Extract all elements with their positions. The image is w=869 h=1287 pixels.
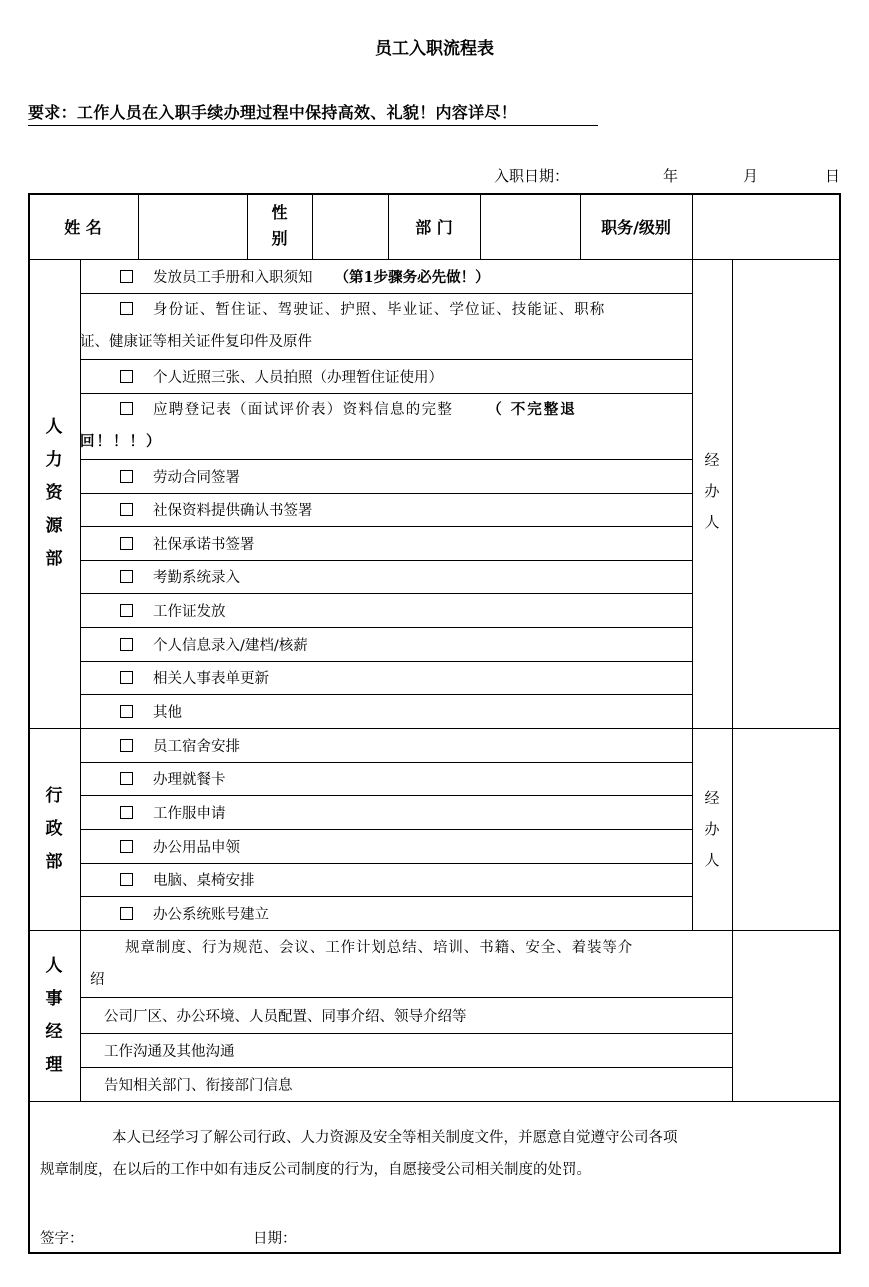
item-note: （第1步骤务必先做！）: [334, 268, 490, 286]
item-text: 个人近照三张、人员拍照（办理暂住证使用）: [153, 369, 443, 386]
checkbox[interactable]: [120, 806, 133, 819]
item-text: 社保资料提供确认书签署: [153, 503, 313, 519]
item-text: 办公用品申领: [153, 839, 240, 856]
checkbox[interactable]: [120, 302, 133, 315]
item-text: 其他: [153, 704, 182, 721]
checkbox[interactable]: [120, 907, 133, 920]
admin-dept-label: [28, 728, 80, 930]
hr-handler-label: [692, 259, 732, 728]
label-char: 源: [45, 516, 63, 536]
item-text: 办公系统账号建立: [153, 906, 269, 923]
label-char: 人: [704, 513, 720, 531]
item-note: （ 不完整退: [487, 402, 577, 418]
item-text-continued: 证、健康证等相关证件复印件及原件: [80, 334, 312, 350]
item-text: 社保承诺书签署: [153, 536, 255, 553]
item-text: 规章制度、行为规范、会议、工作计划总结、培训、书籍、安全、着装等介: [125, 939, 634, 956]
label-char: 部: [45, 549, 63, 569]
checkbox[interactable]: [120, 370, 133, 383]
checklist-item[interactable]: [80, 661, 692, 694]
label-char: 经: [704, 788, 720, 807]
manager-item: [80, 930, 732, 997]
label-char: 力: [45, 450, 63, 470]
checkbox[interactable]: [120, 671, 133, 684]
item-text: 劳动合同签署: [153, 469, 240, 486]
position-field[interactable]: [693, 194, 839, 259]
checklist-item[interactable]: [80, 762, 692, 795]
name-label: 姓 名: [64, 217, 102, 237]
gender-field[interactable]: [313, 194, 388, 259]
entry-date-year: 年: [663, 167, 679, 185]
manager-signature-field[interactable]: [733, 931, 839, 1101]
label-char: 经: [704, 451, 720, 469]
item-note-continued: 回！！！）: [80, 434, 163, 450]
entry-date-month: 月: [743, 167, 759, 185]
item-text: 工作服申请: [153, 805, 226, 822]
checkbox[interactable]: [120, 503, 133, 516]
hr-dept-label: [28, 259, 80, 728]
entry-date-label: 入职日期：: [494, 167, 570, 185]
checkbox[interactable]: [120, 470, 133, 483]
label-char: 资: [45, 483, 63, 503]
checklist-item[interactable]: [80, 393, 692, 459]
checkbox[interactable]: [120, 772, 133, 785]
item-text: 员工宿舍安排: [153, 738, 240, 755]
checklist-item[interactable]: [80, 459, 692, 493]
checkbox[interactable]: [120, 270, 133, 283]
label-char: 经: [45, 1021, 63, 1042]
checkbox[interactable]: [120, 705, 133, 718]
name-field[interactable]: [139, 194, 247, 259]
checklist-item[interactable]: [80, 293, 692, 359]
item-text: 考勤系统录入: [153, 570, 240, 586]
checkbox[interactable]: [120, 638, 133, 651]
manager-item: 公司厂区、办公环境、人员配置、同事介绍、领导介绍等: [104, 1008, 467, 1025]
table-border-bottom: [28, 1252, 841, 1254]
item-text: 相关人事表单更新: [153, 671, 269, 687]
checklist-item[interactable]: [80, 526, 692, 560]
checkbox[interactable]: [120, 739, 133, 752]
item-text: 发放员工手册和入职须知: [153, 269, 313, 286]
checklist-item[interactable]: [80, 627, 692, 661]
gender-label-1: 性: [271, 203, 288, 222]
item-text: 身份证、暂住证、驾驶证、护照、毕业证、学位证、技能证、职称: [153, 302, 606, 318]
label-char: 办: [704, 482, 720, 500]
table-border-right: [839, 193, 841, 1254]
manager-item: 工作沟通及其他沟通: [104, 1043, 235, 1060]
signature-field[interactable]: [90, 1222, 240, 1248]
checklist-item[interactable]: [80, 493, 692, 526]
position-label: 职务/级别: [601, 217, 671, 237]
statement-line-1: 本人已经学习了解公司行政、人力资源及安全等相关制度文件，并愿意自觉遵守公司各项: [112, 1130, 678, 1146]
label-char: 行: [45, 785, 63, 806]
sign-date-label: 日期：: [253, 1231, 297, 1247]
hr-manager-label: [28, 930, 80, 1101]
divider: [28, 1101, 841, 1102]
checklist-item[interactable]: [80, 694, 692, 728]
checklist-item[interactable]: [80, 359, 692, 393]
checkbox[interactable]: [120, 402, 133, 415]
checkbox[interactable]: [120, 840, 133, 853]
checklist-item[interactable]: [80, 863, 692, 896]
dept-label: 部 门: [415, 217, 453, 237]
item-text: 个人信息录入/建档/核薪: [153, 637, 308, 654]
checkbox[interactable]: [120, 537, 133, 550]
label-char: 人: [704, 850, 720, 869]
checkbox[interactable]: [120, 873, 133, 886]
item-text: 办理就餐卡: [153, 772, 226, 788]
dept-field[interactable]: [481, 194, 580, 259]
checklist-item[interactable]: [80, 896, 692, 930]
statement-line-2: 规章制度，在以后的工作中如有违反公司制度的行为，自愿接受公司相关制度的处罚。: [40, 1162, 591, 1178]
admin-handler-label: [692, 728, 732, 930]
label-char: 部: [45, 851, 63, 872]
item-text: 应聘登记表（面试评价表）资料信息的完整: [153, 402, 454, 418]
item-text: 工作证发放: [153, 603, 226, 620]
checklist-item[interactable]: [80, 795, 692, 829]
requirement-note: 要求：工作人员在入职手续办理过程中保持高效、礼貌！内容详尽！: [28, 100, 598, 126]
label-char: 政: [45, 818, 63, 839]
item-text: 电脑、桌椅安排: [153, 873, 255, 889]
label-char: 人: [45, 955, 63, 976]
label-char: 事: [45, 988, 63, 1009]
sign-date-field[interactable]: [303, 1222, 503, 1248]
label-char: 办: [704, 819, 720, 838]
checkbox[interactable]: [120, 604, 133, 617]
checklist-item[interactable]: [80, 259, 692, 293]
label-char: 人: [45, 417, 63, 437]
checklist-item[interactable]: [80, 593, 692, 627]
manager-item: 告知相关部门、衔接部门信息: [104, 1077, 293, 1094]
signature-label: 签字：: [40, 1231, 84, 1247]
entry-date-day: 日: [825, 167, 841, 185]
page-title: 员工入职流程表: [375, 39, 494, 59]
checklist-item[interactable]: [80, 728, 692, 762]
hr-handler-signature-field[interactable]: [733, 260, 839, 728]
label-char: 理: [45, 1054, 63, 1075]
checklist-item[interactable]: [80, 829, 692, 863]
commitment-statement: [40, 1122, 835, 1186]
item-text-continued: 绍: [90, 971, 105, 988]
checklist-item[interactable]: [80, 560, 692, 593]
gender-label-2: 别: [271, 229, 288, 248]
admin-handler-signature-field[interactable]: [733, 729, 839, 930]
gender-label: [247, 193, 312, 259]
checkbox[interactable]: [120, 570, 133, 583]
